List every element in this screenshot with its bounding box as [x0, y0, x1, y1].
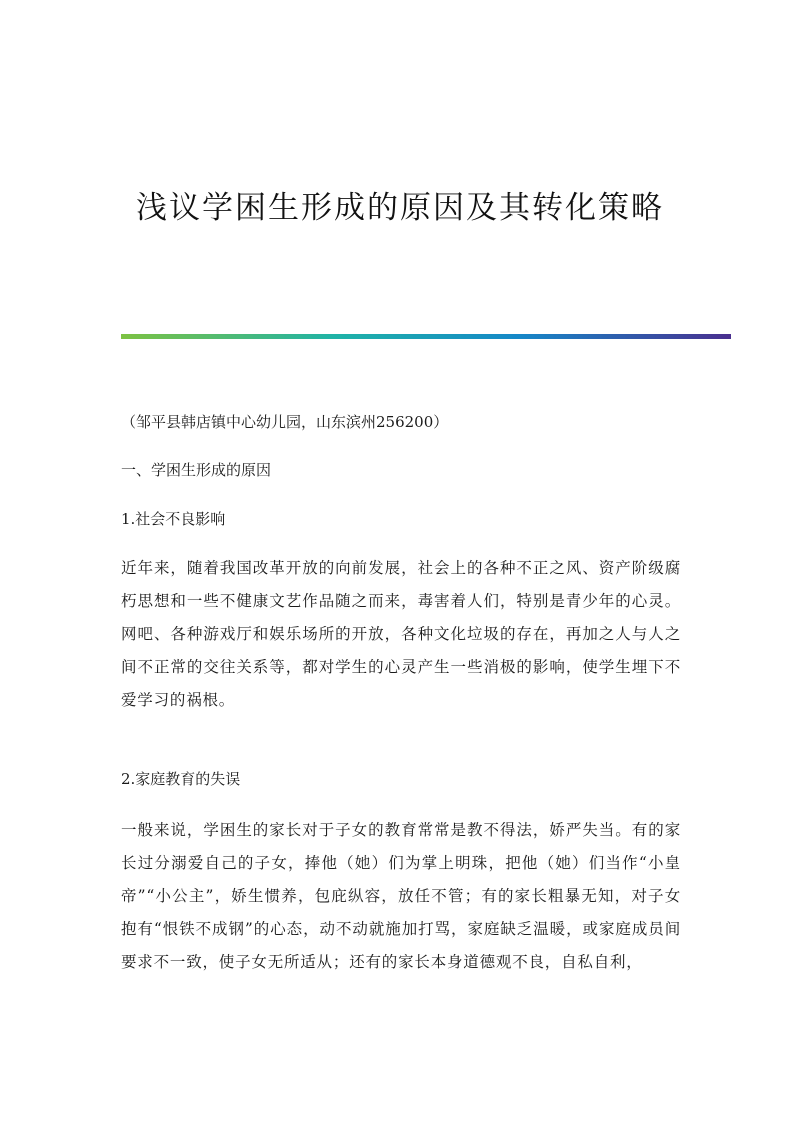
section-heading: 一、学困生形成的原因: [121, 461, 272, 479]
author-affiliation: （邹平县韩店镇中心幼儿园，山东滨州256200）: [121, 413, 449, 431]
paragraph-social-influence: 近年来，随着我国改革开放的向前发展，社会上的各种不正之风、资产阶级腐朽思想和一些不健康文艺作品随之而来，毒害着人们，特别是青少年的心灵。网吧、各种游戏厅和娱乐场所的开放，各种文化垃圾的存在，再加之人与人之间不正常的交往关系等，都对学生的心灵产生一些消极的影响，使学生埋下不爱学习的祸根。: [121, 559, 681, 709]
paragraph-family-education: 一般来说，学困生的家长对于子女的教育常常是教不得法，娇严失当。有的家长过分溺爱自己的子女，捧他（她）们为掌上明珠，把他（她）们当作“小皇帝”“小公主”，娇生惯养，包庇纵容，放任不管；有的家长粗暴无知，对子女抱有“恨铁不成钢”的心态，动不动就施加打骂，家庭缺乏温暖，或家庭成员间要求不一致，使子女无所适从；还有的家长本身道德观不良，自私自利，: [121, 821, 681, 971]
title-divider: [121, 334, 731, 339]
document-title: 浅议学困生形成的原因及其转化策略: [136, 190, 664, 226]
subsection-heading-family: 2.家庭教育的失误: [121, 770, 241, 788]
subsection-heading-social: 1.社会不良影响: [121, 510, 226, 528]
